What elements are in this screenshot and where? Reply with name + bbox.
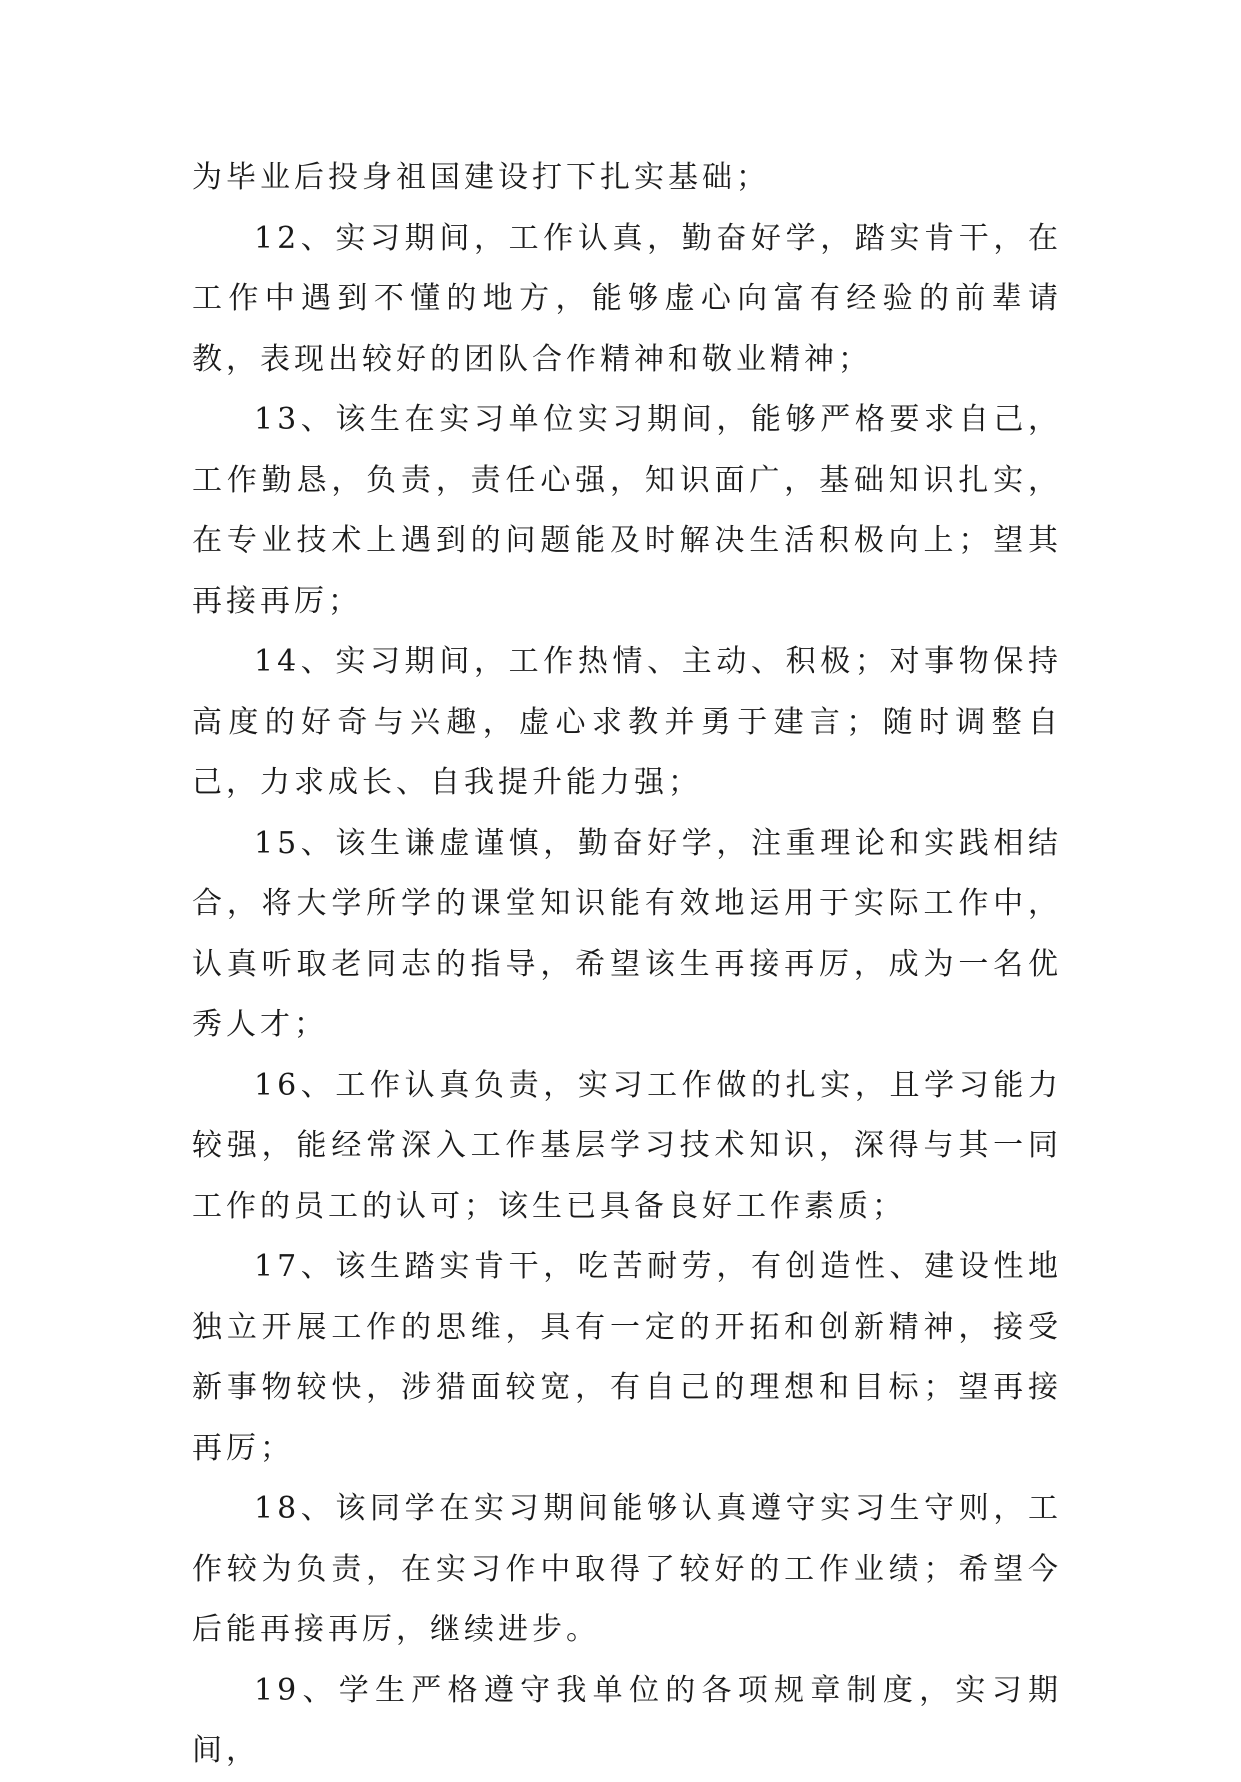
document-body	[192, 148, 1062, 1782]
paragraph-item-15: 15、该生谦虚谨慎，勤奋好学，注重理论和实践相结合，将大学所学的课堂知识能有效地运用于实际工作中，认真听取老同志的指导，希望该生再接再厉，成为一名优秀人才；	[192, 825, 1062, 1042]
paragraph-item-12: 12、实习期间，工作认真，勤奋好学，踏实肯干，在工作中遇到不懂的地方，能够虚心向富有经验的前辈请教，表现出较好的团队合作精神和敬业精神；	[192, 220, 1062, 377]
paragraph-item-16: 16、工作认真负责，实习工作做的扎实，且学习能力较强，能经常深入工作基层学习技术知识，深得与其一同工作的员工的认可；该生已具备良好工作素质；	[192, 1067, 1062, 1224]
paragraph-continuation: 为毕业后投身祖国建设打下扎实基础；	[192, 160, 770, 195]
paragraph-item-14: 14、实习期间，工作热情、主动、积极；对事物保持高度的好奇与兴趣，虚心求教并勇于建言；随时调整自己，力求成长、自我提升能力强；	[192, 644, 1062, 800]
paragraph-item-19: 19、学生严格遵守我单位的各项规章制度，实习期间，	[192, 1672, 1062, 1768]
paragraph-item-17: 17、该生踏实肯干，吃苦耐劳，有创造性、建设性地独立开展工作的思维，具有一定的开拓和创新精神，接受新事物较快，涉猎面较宽，有自己的理想和目标；望再接再厉；	[192, 1249, 1062, 1466]
paragraph-item-13: 13、该生在实习单位实习期间，能够严格要求自己，工作勤恳，负责，责任心强，知识面广，基础知识扎实，在专业技术上遇到的问题能及时解决生活积极向上；望其再接再厉；	[192, 402, 1062, 619]
paragraph-item-18: 18、该同学在实习期间能够认真遵守实习生守则，工作较为负责，在实习作中取得了较好的工作业绩；希望今后能再接再厉，继续进步。	[192, 1491, 1062, 1647]
